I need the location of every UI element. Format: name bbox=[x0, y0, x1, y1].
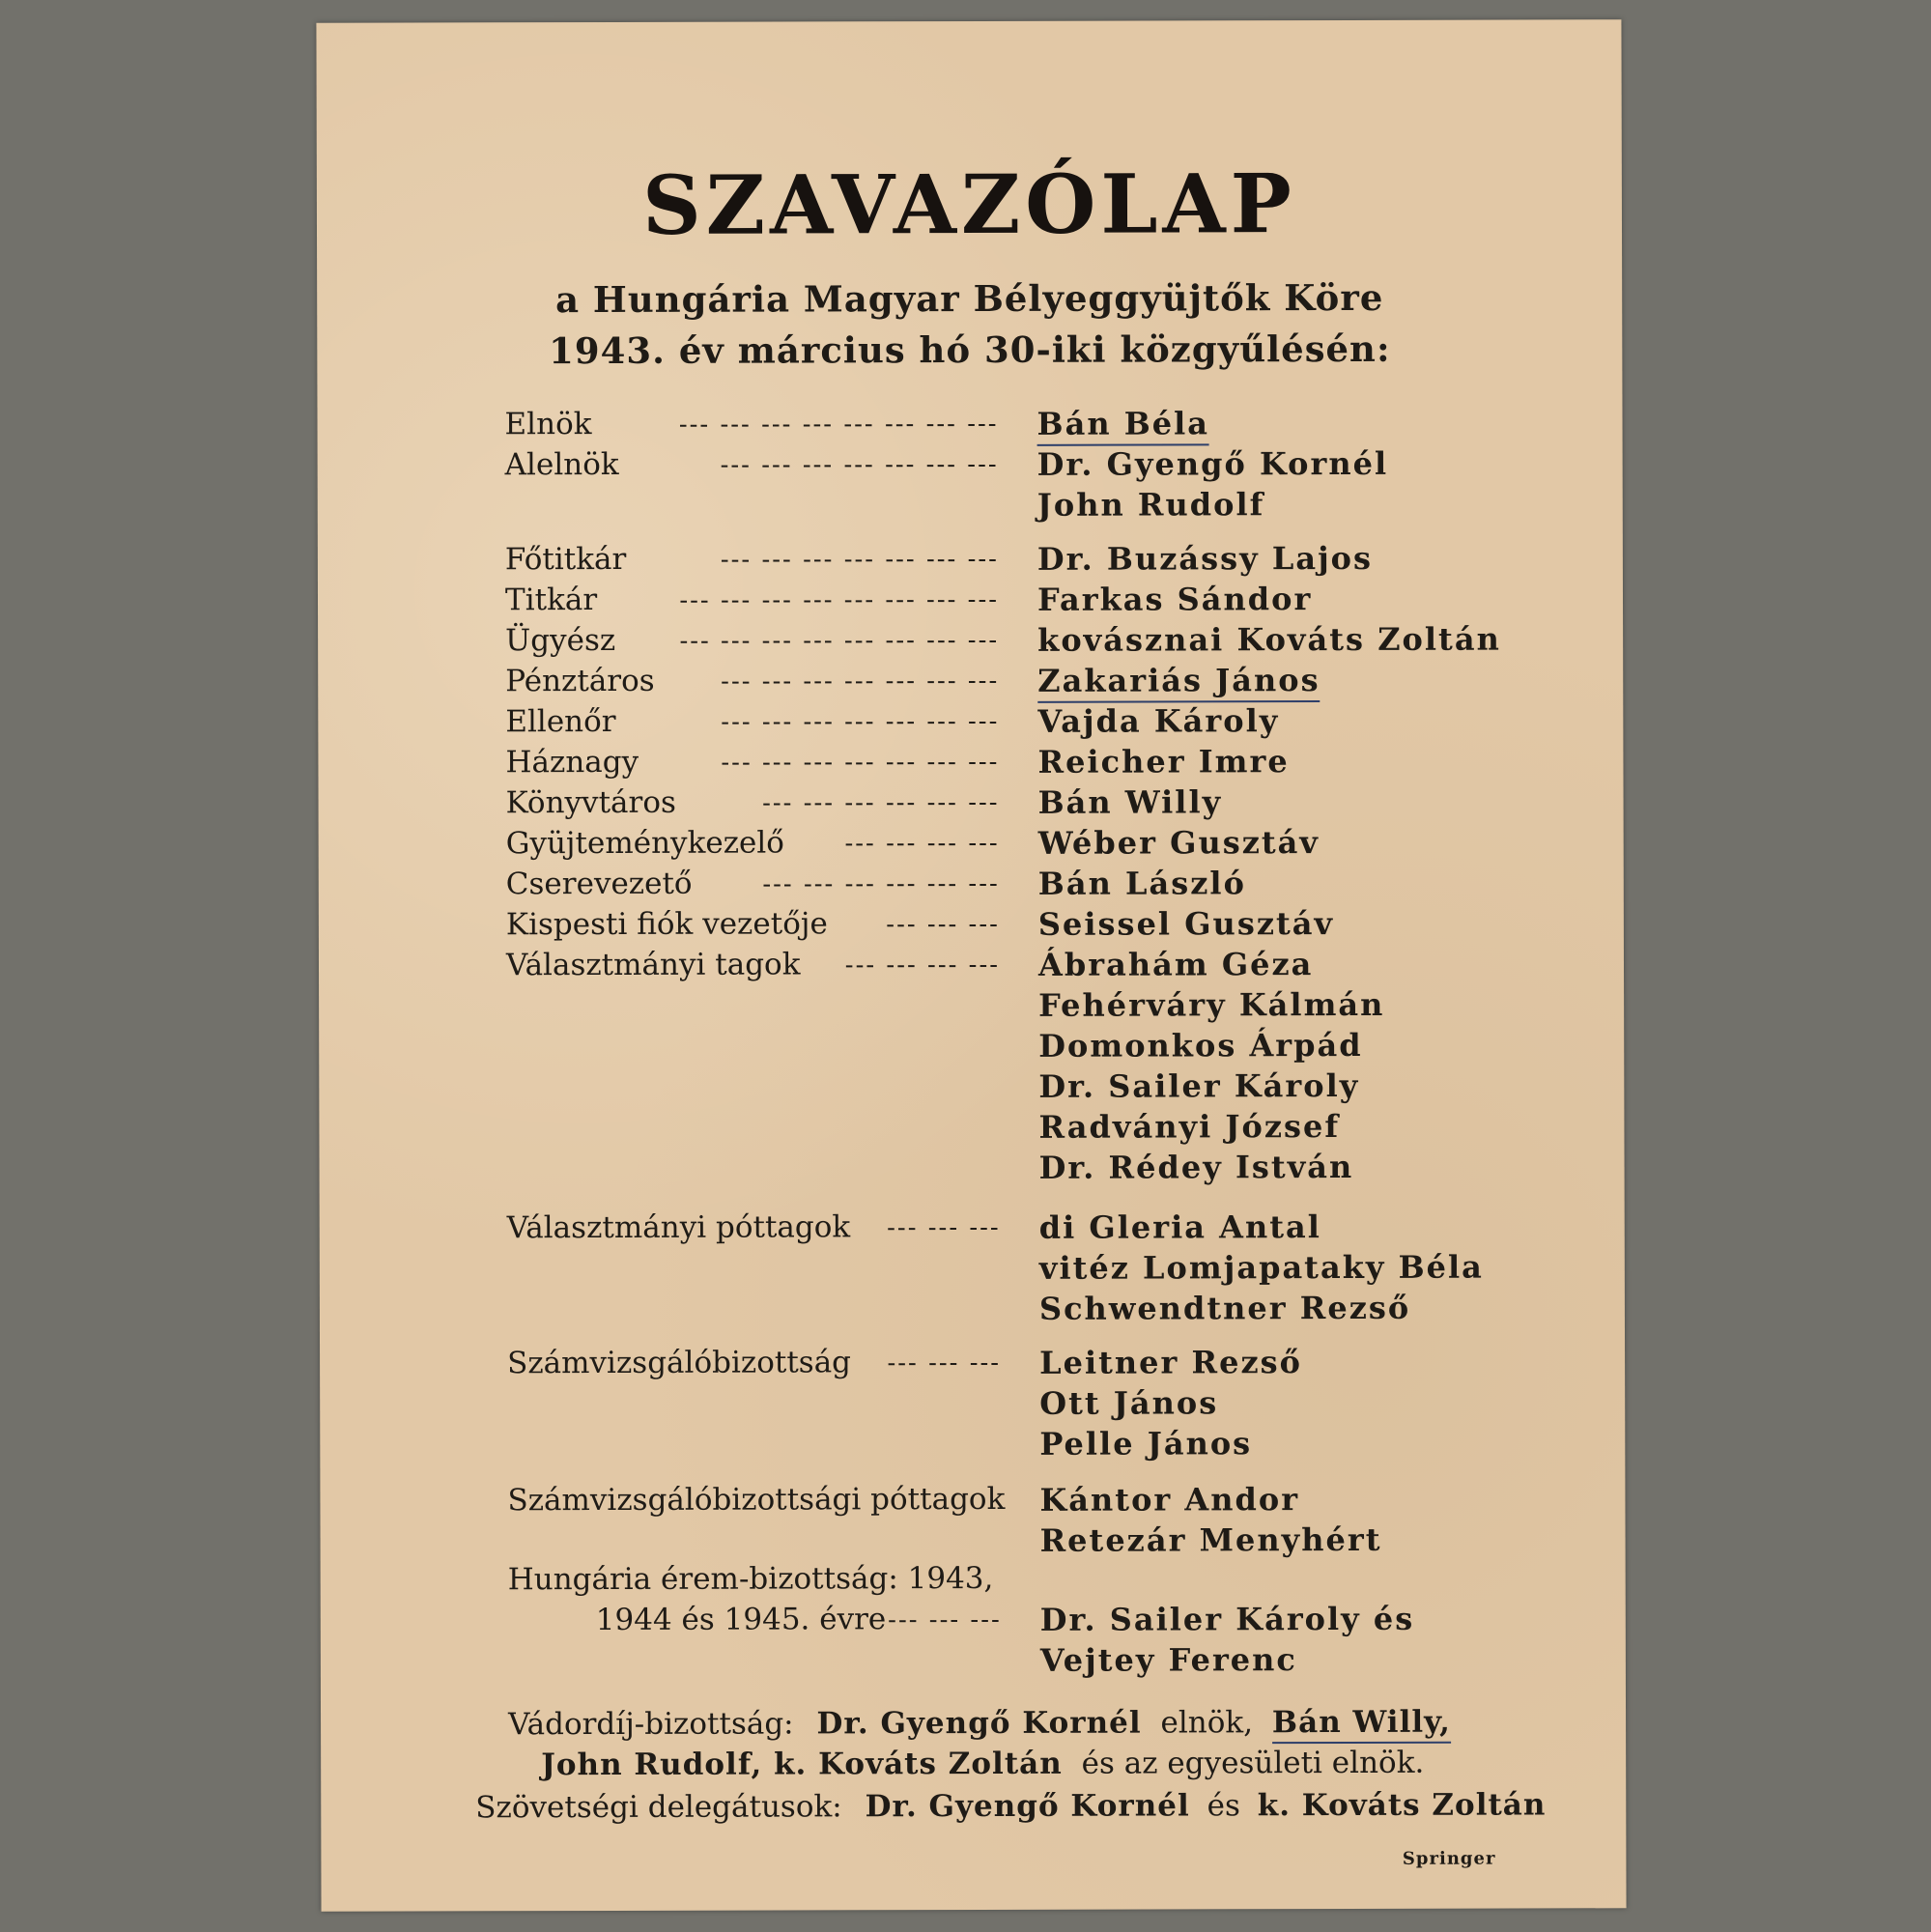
candidate-name: kovásznai Kováts Zoltán bbox=[1037, 620, 1501, 659]
office-row-alelnok-2 bbox=[318, 485, 1623, 531]
candidate-name: Ott János bbox=[1039, 1384, 1219, 1422]
candidate-row bbox=[319, 1107, 1624, 1153]
leader-dots: --- --- --- bbox=[888, 1605, 1002, 1635]
leader-dots: --- --- --- --- --- --- bbox=[762, 868, 1000, 899]
candidate-name: vitéz Lomjapataky Béla bbox=[1038, 1248, 1484, 1287]
office-label: Alelnök bbox=[504, 446, 619, 483]
office-label: Gyüjteménykezelő bbox=[505, 825, 784, 862]
office-label: Cserevezető bbox=[505, 866, 693, 902]
office-row-valasztmanyi-tagok bbox=[319, 945, 1624, 991]
office-row-szamvizsgalo-pottagok bbox=[320, 1480, 1625, 1526]
office-row-konyvtaros bbox=[319, 782, 1624, 829]
leader-dots: --- --- --- bbox=[887, 1348, 1002, 1378]
candidate-name: Radványi József bbox=[1038, 1108, 1341, 1146]
office-row-alelnok bbox=[318, 444, 1623, 491]
leader-dots: --- --- --- bbox=[886, 909, 1000, 940]
candidate-row bbox=[320, 1424, 1625, 1470]
office-label: Hungária érem-bizottság: 1943, bbox=[507, 1560, 994, 1598]
office-row-ugyesz bbox=[318, 620, 1623, 667]
office-label: Könyvtáros bbox=[505, 784, 676, 821]
leader-dots: --- --- --- --- --- --- --- bbox=[720, 544, 999, 575]
vadordij-name-1: Dr. Gyengő Kornél bbox=[816, 1705, 1142, 1742]
candidate-name: Kántor Andor bbox=[1039, 1481, 1300, 1519]
candidate-name: Reicher Imre bbox=[1037, 743, 1290, 781]
candidate-name: Dr. Sailer Károly bbox=[1038, 1066, 1360, 1105]
candidate-name: Dr. Sailer Károly és bbox=[1039, 1600, 1415, 1638]
vadordij-name-2: Bán Willy, bbox=[1272, 1705, 1451, 1744]
vadordij-name-3: John Rudolf, k. Kováts Zoltán bbox=[541, 1746, 1063, 1783]
candidate-name: Farkas Sándor bbox=[1036, 581, 1313, 618]
candidate-row bbox=[320, 1248, 1625, 1294]
leader-dots: --- --- --- --- --- --- --- --- bbox=[678, 409, 999, 440]
office-label: Választmányi póttagok bbox=[506, 1209, 851, 1246]
vadordij-elnok: elnök, bbox=[1160, 1705, 1254, 1741]
candidate-row bbox=[319, 1026, 1624, 1072]
candidate-name: Vajda Károly bbox=[1037, 702, 1280, 740]
office-row-gyujtemenykezelo bbox=[319, 823, 1624, 869]
office-label: Ellenőr bbox=[505, 703, 616, 740]
office-row-kispesti bbox=[319, 904, 1624, 951]
office-label: Választmányi tagok bbox=[505, 947, 801, 983]
office-row-penztaros bbox=[318, 661, 1623, 707]
candidate-row bbox=[321, 1640, 1626, 1687]
office-row-cserevezeto bbox=[319, 864, 1624, 910]
delegatusok-line bbox=[475, 1787, 1546, 1825]
leader-dots: --- --- --- --- --- --- --- --- bbox=[679, 584, 1000, 615]
candidate-name: Ábrahám Géza bbox=[1037, 946, 1314, 983]
office-label: Számvizsgálóbizottság bbox=[507, 1345, 852, 1381]
office-row-erem-1 bbox=[321, 1559, 1626, 1605]
office-label: Titkár bbox=[504, 582, 598, 618]
office-label: 1944 és 1945. évre bbox=[595, 1602, 887, 1638]
office-label: Elnök bbox=[504, 407, 592, 442]
candidate-name: Domonkos Árpád bbox=[1038, 1026, 1363, 1065]
office-row-haznagy bbox=[318, 742, 1623, 788]
delegatusok-es: és bbox=[1207, 1788, 1240, 1824]
leader-dots: --- --- --- --- --- --- --- bbox=[721, 747, 1000, 778]
office-row-elnok bbox=[317, 404, 1622, 450]
candidate-name: Leitner Rezső bbox=[1039, 1344, 1303, 1381]
leader-dots: --- --- --- --- --- --- --- --- bbox=[679, 625, 1000, 656]
leader-dots: --- --- --- --- bbox=[844, 828, 1000, 859]
office-label: Főtitkár bbox=[504, 541, 627, 578]
candidate-name: John Rudolf bbox=[1036, 486, 1265, 524]
office-row-valasztmanyi-pottagok bbox=[320, 1208, 1625, 1254]
delegatusok-label: Szövetségi delegátusok: bbox=[475, 1789, 842, 1826]
office-row-szamvizsgalo bbox=[320, 1343, 1625, 1389]
candidate-name: Wéber Gusztáv bbox=[1037, 824, 1320, 862]
candidate-name: Vejtey Ferenc bbox=[1039, 1641, 1297, 1679]
candidate-row bbox=[320, 1289, 1625, 1335]
subtitle-date: 1943. év március hó 30-iki közgyűlésén: bbox=[548, 327, 1391, 373]
delegatusok-name-1: Dr. Gyengő Kornél bbox=[865, 1788, 1190, 1825]
office-label: Kispesti fiók vezetője bbox=[505, 906, 828, 943]
vadordij-line-2 bbox=[541, 1746, 1424, 1782]
candidate-name: Fehérváry Kálmán bbox=[1038, 985, 1385, 1024]
page-title: SZAVAZÓLAP bbox=[641, 156, 1296, 253]
vadordij-tail: és az egyesületi elnök. bbox=[1081, 1745, 1425, 1781]
delegatusok-name-2: k. Kováts Zoltán bbox=[1257, 1787, 1547, 1824]
office-row-ellenor bbox=[318, 701, 1623, 748]
candidate-name: di Gleria Antal bbox=[1038, 1208, 1321, 1246]
office-label: Pénztáros bbox=[505, 663, 655, 699]
office-row-erem-2 bbox=[321, 1600, 1626, 1646]
leader-dots: --- --- --- --- --- --- bbox=[762, 787, 1000, 818]
candidate-name: Pelle János bbox=[1039, 1425, 1253, 1463]
candidate-name: Bán Béla bbox=[1036, 405, 1209, 445]
candidate-row bbox=[320, 1383, 1625, 1430]
leader-dots: --- --- --- --- --- --- --- bbox=[720, 449, 999, 480]
candidate-row bbox=[320, 1148, 1625, 1194]
candidate-name: Dr. Rédey István bbox=[1038, 1148, 1354, 1186]
candidate-name: Dr. Buzássy Lajos bbox=[1036, 539, 1374, 578]
vadordij-line-1 bbox=[508, 1705, 1451, 1743]
candidate-name: Zakariás János bbox=[1037, 662, 1320, 703]
office-label: Számvizsgálóbizottsági póttagok bbox=[507, 1481, 1006, 1519]
office-row-fotitkar bbox=[318, 539, 1623, 585]
printer-mark: Springer bbox=[1402, 1848, 1496, 1869]
leader-dots: --- --- --- --- bbox=[844, 950, 1001, 980]
candidate-name: Bán László bbox=[1037, 865, 1246, 902]
candidate-name: Schwendtner Rezső bbox=[1038, 1289, 1411, 1327]
office-label: Ügyész bbox=[505, 622, 616, 659]
ballot-paper bbox=[316, 19, 1626, 1912]
candidate-name: Retezár Menyhért bbox=[1039, 1520, 1382, 1559]
leader-dots: --- --- --- --- --- --- --- bbox=[721, 706, 1000, 737]
office-row-titkar bbox=[318, 580, 1623, 626]
office-label: Háznagy bbox=[505, 744, 639, 781]
leader-dots: --- --- --- --- --- --- --- bbox=[721, 666, 1000, 696]
candidate-name: Dr. Gyengő Kornél bbox=[1036, 444, 1389, 483]
candidate-row bbox=[319, 1066, 1624, 1113]
candidate-row bbox=[319, 985, 1624, 1032]
leader-dots: --- --- --- bbox=[887, 1212, 1001, 1243]
candidate-name: Bán Willy bbox=[1037, 783, 1223, 821]
vadordij-label: Vádordíj-bizottság: bbox=[508, 1706, 794, 1743]
candidate-name: Seissel Gusztáv bbox=[1037, 905, 1335, 943]
subtitle-association: a Hungária Magyar Bélyeggyüjtők Köre bbox=[554, 275, 1384, 322]
